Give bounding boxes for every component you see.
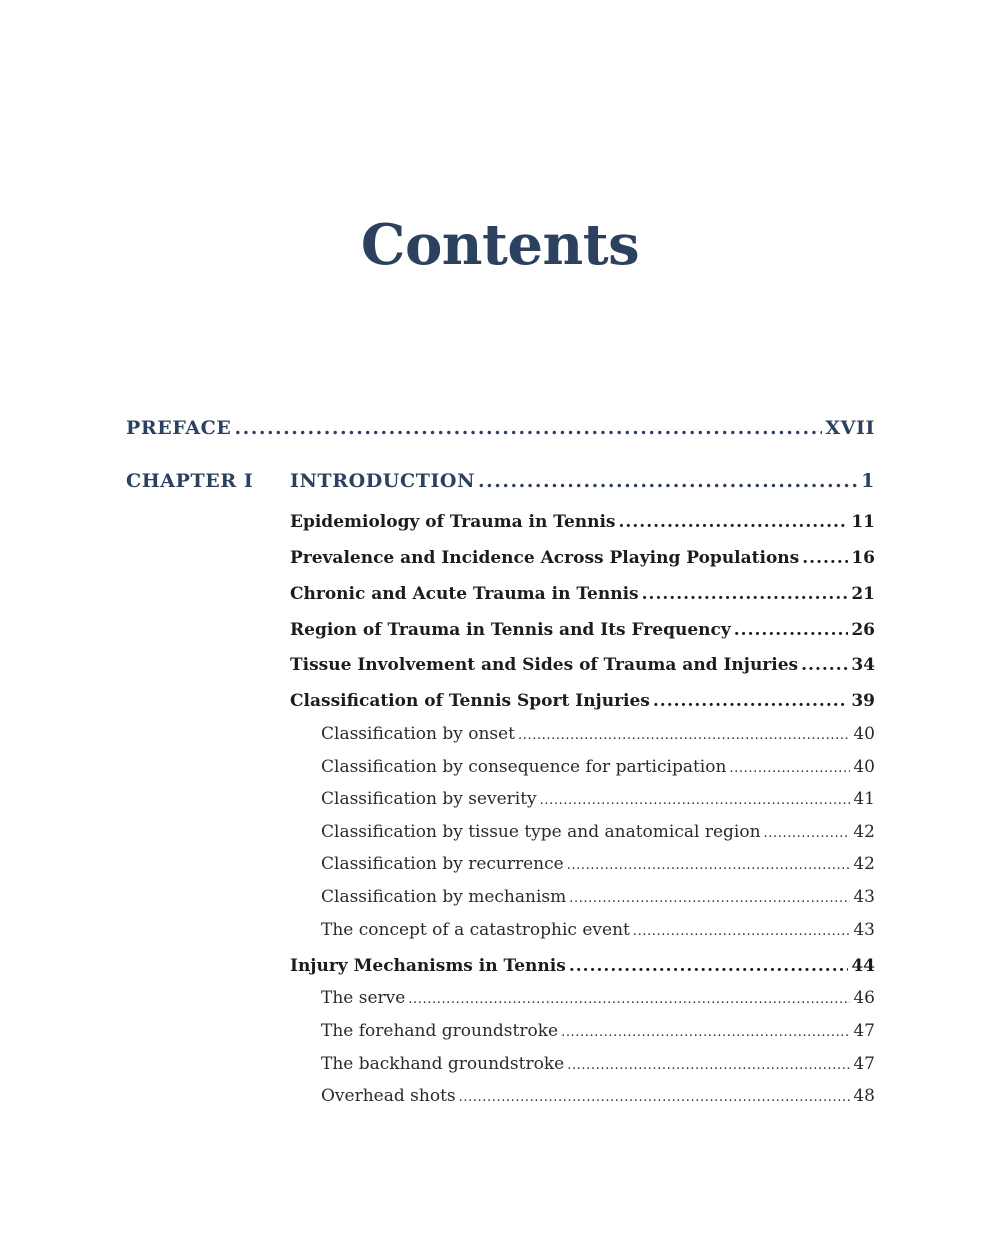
dot-leader — [540, 793, 851, 808]
toc-entry-label: The serve — [321, 988, 406, 1008]
dot-leader — [567, 858, 851, 873]
dot-leader — [518, 728, 850, 743]
toc-entry-label: Prevalence and Incidence Across Playing Populations — [290, 548, 800, 568]
toc-entry-section[interactable] — [290, 548, 875, 568]
toc-entry-subsection[interactable] — [321, 822, 875, 842]
toc-entry-label: Epidemiology of Trauma in Tennis — [290, 512, 616, 532]
toc-entry-section[interactable] — [290, 655, 875, 675]
toc-entry-subsection[interactable] — [321, 724, 875, 744]
toc-entry-subsection[interactable] — [321, 1021, 875, 1041]
toc-entry-label: INTRODUCTION — [290, 470, 476, 492]
dot-leader — [478, 470, 858, 492]
toc-entry-page: 42 — [853, 822, 875, 842]
dot-leader — [408, 992, 850, 1007]
toc-entry-page: 16 — [851, 548, 875, 568]
dot-leader — [567, 1058, 850, 1073]
dot-leader — [569, 956, 849, 976]
toc-entry-page: XVII — [825, 417, 875, 439]
toc-entry-subsection[interactable] — [321, 1054, 875, 1074]
toc-entry-section[interactable] — [290, 584, 875, 604]
toc-entry-label: Classification by consequence for participation — [321, 757, 727, 777]
toc-entry-subsection[interactable] — [321, 789, 875, 809]
toc-entry-section[interactable] — [290, 691, 875, 711]
toc-entry-label: Region of Trauma in Tennis and Its Frequency — [290, 620, 731, 640]
toc-entry-page: 43 — [853, 920, 875, 940]
toc-entry-label: The forehand groundstroke — [321, 1021, 559, 1041]
toc-entry-page: 44 — [851, 956, 875, 976]
toc-entry-page: 26 — [851, 620, 875, 640]
toc-entry-page: 39 — [851, 691, 875, 711]
toc-entry-page: 42 — [853, 854, 875, 874]
page-title: Contents — [360, 212, 640, 278]
toc-entry-label: Injury Mechanisms in Tennis — [290, 956, 566, 976]
toc-entry-page: 47 — [853, 1021, 875, 1041]
toc-entry-label: Tissue Involvement and Sides of Trauma and Injuries — [290, 655, 799, 675]
toc-entry-subsection[interactable] — [321, 988, 875, 1008]
dot-leader — [729, 761, 850, 776]
dot-leader — [734, 620, 849, 640]
toc-entry-label: The concept of a catastrophic event — [321, 920, 630, 940]
toc-entry-label: Classification by mechanism — [321, 887, 567, 907]
dot-leader — [234, 417, 822, 439]
toc-entry-page: 47 — [853, 1054, 875, 1074]
toc-entry-subsection[interactable] — [321, 757, 875, 777]
dot-leader — [642, 584, 849, 604]
toc-entry-subsection[interactable] — [321, 887, 875, 907]
toc-entry-label: The backhand groundstroke — [321, 1054, 565, 1074]
chapter-label: CHAPTER I — [126, 470, 254, 492]
toc-entry-label: PREFACE — [126, 417, 232, 439]
toc-entry-page: 11 — [851, 512, 875, 532]
toc-entry-label: Overhead shots — [321, 1086, 456, 1106]
toc-entry-label: Classification by tissue type and anatomical region — [321, 822, 761, 842]
dot-leader — [764, 826, 851, 841]
toc-entry-label: Classification of Tennis Sport Injuries — [290, 691, 650, 711]
toc-entry-section[interactable] — [290, 620, 875, 640]
toc-entry-subsection[interactable] — [321, 920, 875, 940]
dot-leader — [561, 1025, 850, 1040]
toc-entry-page: 1 — [861, 470, 875, 492]
toc-entry-label: Chronic and Acute Trauma in Tennis — [290, 584, 639, 604]
toc-entry-page: 40 — [853, 724, 875, 744]
toc-entry-page: 34 — [851, 655, 875, 675]
toc-entry-section[interactable] — [290, 512, 875, 532]
toc-entry-page: 43 — [853, 887, 875, 907]
toc-entry-chapter-title[interactable] — [290, 470, 875, 492]
toc-entry-preface[interactable] — [126, 417, 875, 439]
toc-entry-subsection[interactable] — [321, 854, 875, 874]
toc-entry-section[interactable] — [290, 956, 875, 976]
toc-entry-label: Classification by severity — [321, 789, 537, 809]
dot-leader — [802, 548, 848, 568]
dot-leader — [633, 924, 850, 939]
toc-entry-page: 46 — [853, 988, 875, 1008]
toc-entry-label: Classification by onset — [321, 724, 516, 744]
toc-entry-page: 48 — [853, 1086, 875, 1106]
dot-leader — [619, 512, 849, 532]
toc-entry-label: Classification by recurrence — [321, 854, 564, 874]
toc-entry-page: 41 — [853, 789, 875, 809]
dot-leader — [569, 891, 850, 906]
toc-entry-page: 40 — [853, 757, 875, 777]
toc-entry-subsection[interactable] — [321, 1086, 875, 1106]
dot-leader — [801, 655, 848, 675]
dot-leader — [459, 1090, 851, 1105]
toc-entry-page: 21 — [851, 584, 875, 604]
dot-leader — [653, 691, 848, 711]
